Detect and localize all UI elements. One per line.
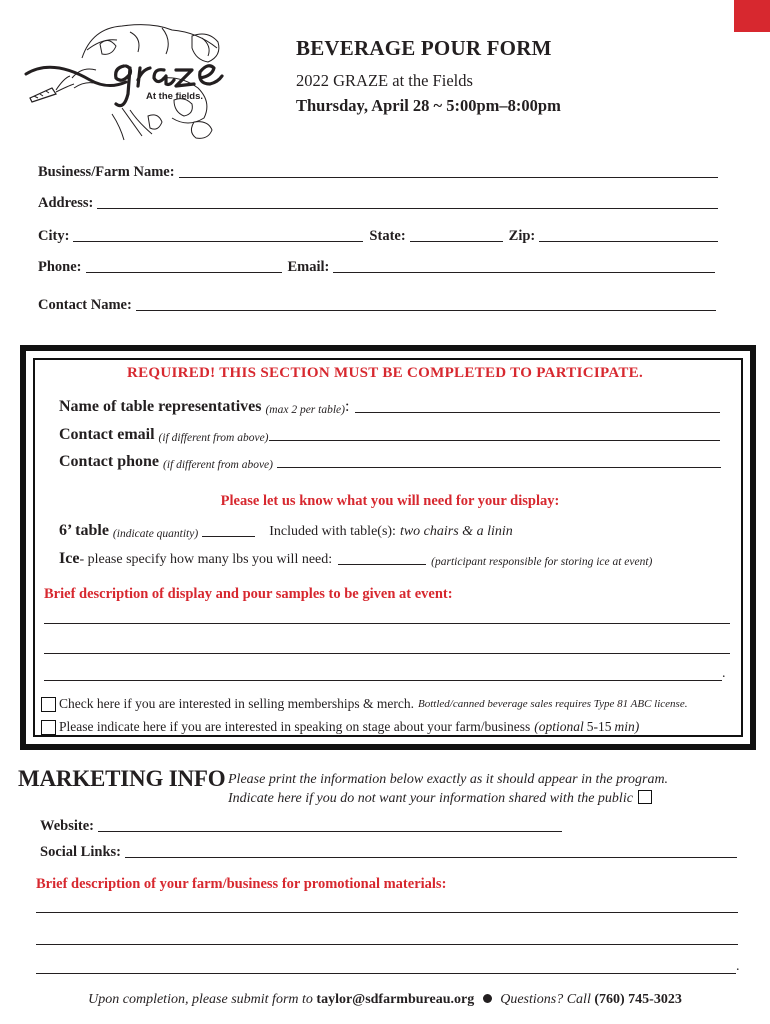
- business-name-field[interactable]: [38, 164, 718, 181]
- marketing-note-line-2: [228, 789, 668, 808]
- state-label: State:: [369, 228, 406, 244]
- pour-description-line-3[interactable]: [44, 680, 722, 681]
- city-line[interactable]: [73, 229, 363, 242]
- business-name-line[interactable]: [179, 165, 718, 178]
- form-title: BEVERAGE POUR FORM: [296, 36, 552, 60]
- footer-questions-text: Questions? Call: [500, 992, 591, 1007]
- table-quantity-line[interactable]: [202, 524, 255, 537]
- marketing-note-line-1: Please print the information below exactly as it should appear in the program.: [228, 772, 669, 787]
- marketing-title: MARKETING INFO: [18, 766, 226, 791]
- pour-description-line-2[interactable]: [44, 653, 730, 654]
- contact-email-line[interactable]: [269, 428, 721, 441]
- required-section-title: REQUIRED! THIS SECTION MUST BE COMPLETED TO PARTICIPATE.: [126, 365, 644, 381]
- pour-description-period: .: [722, 666, 726, 681]
- phone-email-row: [38, 259, 715, 276]
- table-label: 6’ table: [59, 522, 109, 539]
- table-reps-colon: :: [345, 398, 350, 415]
- phone-line[interactable]: [86, 260, 282, 273]
- submit-email-link[interactable]: taylor@sdfarmbureau.org: [316, 992, 475, 1007]
- promo-description-line-3[interactable]: [36, 973, 736, 974]
- contact-phone-number[interactable]: (760) 745-3023: [594, 992, 682, 1007]
- zip-label: Zip:: [508, 228, 536, 244]
- table-quantity-row: [59, 522, 513, 540]
- graze-logo: [12, 18, 237, 143]
- memberships-option[interactable]: [41, 696, 687, 712]
- email-line[interactable]: [333, 260, 715, 273]
- ice-instructions: - please specify how many lbs you will need:: [79, 552, 333, 567]
- corner-tab: [734, 0, 770, 32]
- promo-description-period: .: [736, 959, 740, 974]
- speaking-duration: 5-15: [586, 719, 612, 734]
- table-included-label: Included with table(s):: [269, 524, 396, 539]
- contact-phone-field[interactable]: [59, 453, 721, 471]
- social-links-field[interactable]: [40, 844, 737, 861]
- pour-description-title: Brief description of display and pour samples to be given at event:: [44, 586, 453, 602]
- contact-email-label: Contact email: [59, 426, 155, 443]
- bullet-separator: [483, 994, 492, 1003]
- social-links-line[interactable]: [125, 845, 737, 858]
- contact-email-note: (if different from above): [158, 432, 269, 444]
- promo-description-line-1[interactable]: [36, 912, 738, 913]
- ice-note: (participant responsible for storing ice at event): [431, 556, 653, 568]
- contact-name-line[interactable]: [136, 298, 716, 311]
- footer: [0, 992, 770, 1008]
- table-reps-label: Name of table representatives: [59, 398, 262, 415]
- logo-tagline: At the fields.: [146, 91, 204, 102]
- marketing-optout-label: Indicate here if you do not want your information shared with the public: [228, 791, 633, 806]
- abc-license-note: Bottled/canned beverage sales requires Type 81 ABC license.: [418, 698, 688, 710]
- table-reps-note: (max 2 per table): [265, 404, 345, 416]
- website-field[interactable]: [40, 818, 562, 835]
- contact-phone-label: Contact phone: [59, 453, 160, 470]
- contact-phone-note: (if different from above): [163, 459, 273, 471]
- footer-submit-text: Upon completion, please submit form to: [88, 992, 313, 1007]
- contact-email-field[interactable]: [59, 426, 720, 444]
- ice-quantity-line[interactable]: [338, 552, 426, 565]
- pour-description-line-1[interactable]: [44, 623, 730, 624]
- speaking-optional: (optional: [534, 719, 584, 734]
- table-reps-field[interactable]: [59, 398, 720, 416]
- zip-line[interactable]: [539, 229, 718, 242]
- event-date: Thursday, April 28 ~ 5:00pm–8:00pm: [296, 96, 561, 115]
- ice-row: [59, 550, 652, 568]
- contact-name-label: Contact Name:: [38, 297, 132, 313]
- address-label: Address:: [38, 195, 94, 211]
- email-label: Email:: [287, 259, 330, 275]
- speaking-option[interactable]: [41, 719, 639, 735]
- marketing-instructions: [228, 770, 668, 808]
- table-included-items: two chairs & a linin: [399, 524, 513, 539]
- speaking-minutes: min): [614, 719, 640, 734]
- social-links-label: Social Links:: [40, 844, 121, 860]
- website-line[interactable]: [98, 819, 562, 832]
- state-line[interactable]: [410, 229, 503, 242]
- event-name: 2022 GRAZE at the Fields: [296, 71, 473, 90]
- city-state-zip-row: [38, 228, 718, 245]
- phone-label: Phone:: [38, 259, 82, 275]
- promo-description-line-2[interactable]: [36, 944, 738, 945]
- contact-phone-line[interactable]: [277, 455, 721, 468]
- business-name-label: Business/Farm Name:: [38, 164, 175, 180]
- address-field[interactable]: [38, 195, 718, 212]
- public-optout-checkbox[interactable]: [638, 790, 652, 804]
- contact-name-field[interactable]: [38, 297, 716, 314]
- speaking-checkbox[interactable]: [41, 720, 56, 735]
- website-label: Website:: [40, 818, 94, 834]
- display-needs-question: Please let us know what you will need for your display:: [220, 493, 560, 509]
- promo-description-title: Brief description of your farm/business for promotional materials:: [36, 876, 447, 892]
- table-reps-line[interactable]: [355, 400, 720, 413]
- memberships-checkbox[interactable]: [41, 697, 56, 712]
- city-label: City:: [38, 228, 70, 244]
- memberships-label: Check here if you are interested in selling memberships & merch.: [59, 696, 415, 711]
- address-line[interactable]: [97, 196, 718, 209]
- table-quantity-note: (indicate quantity): [112, 528, 199, 540]
- ice-label: Ice: [59, 550, 80, 567]
- speaking-label: Please indicate here if you are interested in speaking on stage about your farm/business: [59, 719, 531, 734]
